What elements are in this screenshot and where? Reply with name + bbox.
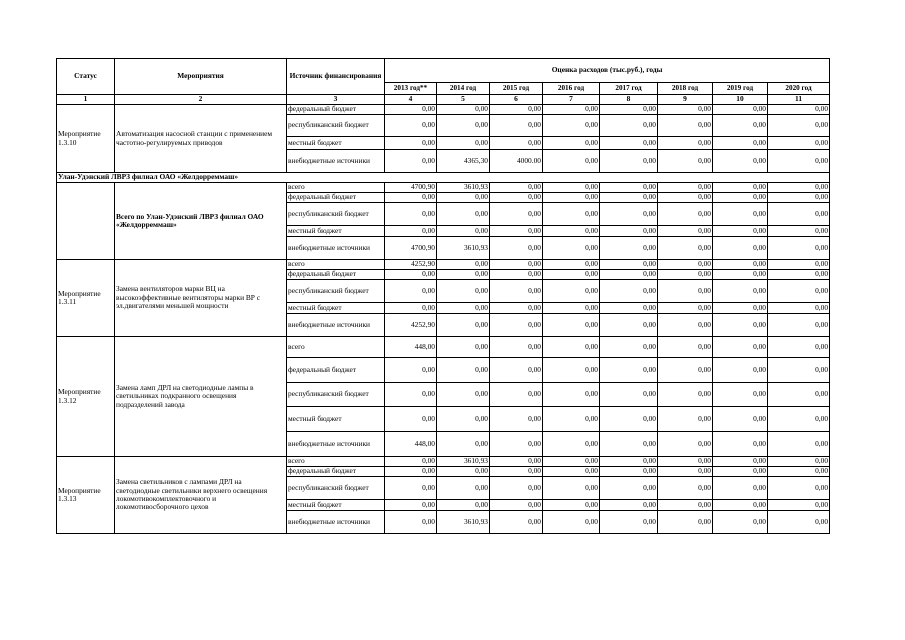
event-cell: Замена ламп ДРЛ на светодиодные лампы в светильниках подкранного освещения подразделений завода xyxy=(115,337,287,457)
organization-heading: Улан-Удэнский ЛВРЗ филиал ОАО «Желдорреммаш» xyxy=(57,173,830,183)
amount-cell: 0,00 xyxy=(600,270,658,280)
column-index: 3 xyxy=(287,95,385,105)
amount-cell: 0,00 xyxy=(713,115,768,137)
amount-cell: 0,00 xyxy=(543,407,600,432)
amount-cell: 0,00 xyxy=(543,383,600,407)
funding-source-cell: всего xyxy=(287,260,385,270)
amount-cell: 0,00 xyxy=(713,226,768,237)
amount-cell: 0,00 xyxy=(437,314,490,337)
amount-cell: 0,00 xyxy=(437,500,490,511)
amount-cell: 0,00 xyxy=(437,303,490,314)
column-index: 2 xyxy=(115,95,287,105)
amount-cell: 3610,93 xyxy=(437,511,490,534)
amount-cell: 0,00 xyxy=(713,303,768,314)
column-index: 9 xyxy=(658,95,713,105)
amount-cell: 0,00 xyxy=(600,303,658,314)
amount-cell: 0,00 xyxy=(658,358,713,383)
amount-cell: 0,00 xyxy=(437,337,490,358)
amount-cell: 0,00 xyxy=(658,457,713,467)
amount-cell: 0,00 xyxy=(713,137,768,150)
amount-cell: 448,00 xyxy=(385,432,437,457)
funding-source-cell: местный бюджет xyxy=(287,137,385,150)
table-row xyxy=(57,183,830,193)
header-year: 2020 год xyxy=(768,83,830,95)
amount-cell: 4700,90 xyxy=(385,237,437,260)
header-year: 2018 год xyxy=(658,83,713,95)
funding-source-cell: федеральный бюджет xyxy=(287,193,385,203)
amount-cell: 0,00 xyxy=(490,477,543,500)
header-event: Мероприятия xyxy=(115,59,287,95)
amount-cell: 0,00 xyxy=(768,457,830,467)
amount-cell: 0,00 xyxy=(385,203,437,226)
amount-cell: 0,00 xyxy=(437,270,490,280)
amount-cell: 0,00 xyxy=(713,358,768,383)
amount-cell: 0,00 xyxy=(437,193,490,203)
amount-cell: 0,00 xyxy=(713,383,768,407)
amount-cell: 0,00 xyxy=(490,337,543,358)
column-index: 10 xyxy=(713,95,768,105)
funding-source-cell: всего xyxy=(287,183,385,193)
amount-cell: 0,00 xyxy=(658,183,713,193)
column-index: 4 xyxy=(385,95,437,105)
amount-cell: 0,00 xyxy=(600,105,658,115)
amount-cell: 0,00 xyxy=(490,203,543,226)
amount-cell: 0,00 xyxy=(385,467,437,477)
amount-cell: 0,00 xyxy=(713,511,768,534)
funding-source-cell: местный бюджет xyxy=(287,407,385,432)
amount-cell: 0,00 xyxy=(658,115,713,137)
status-cell: Мероприятие 1.3.12 xyxy=(57,337,115,457)
amount-cell: 0,00 xyxy=(490,358,543,383)
amount-cell: 0,00 xyxy=(437,226,490,237)
amount-cell: 0,00 xyxy=(490,237,543,260)
amount-cell: 0,00 xyxy=(543,237,600,260)
amount-cell: 0,00 xyxy=(543,260,600,270)
funding-source-cell: местный бюджет xyxy=(287,303,385,314)
amount-cell: 0,00 xyxy=(658,203,713,226)
amount-cell: 0,00 xyxy=(385,150,437,173)
table-row xyxy=(57,337,830,358)
funding-source-cell: местный бюджет xyxy=(287,226,385,237)
amount-cell: 0,00 xyxy=(490,137,543,150)
amount-cell: 0,00 xyxy=(658,303,713,314)
amount-cell: 0,00 xyxy=(768,314,830,337)
amount-cell: 0,00 xyxy=(658,270,713,280)
amount-cell: 0,00 xyxy=(658,477,713,500)
event-cell: Замена вентиляторов марки ВЦ на высокоэффективные вентиляторы марки ВР с эл.двигателями меньшей мощности xyxy=(115,260,287,337)
amount-cell: 0,00 xyxy=(490,314,543,337)
funding-source-cell: федеральный бюджет xyxy=(287,105,385,115)
amount-cell: 0,00 xyxy=(768,303,830,314)
amount-cell: 0,00 xyxy=(543,183,600,193)
amount-cell: 0,00 xyxy=(658,237,713,260)
amount-cell: 0,00 xyxy=(713,183,768,193)
amount-cell: 0,00 xyxy=(658,407,713,432)
funding-source-cell: республиканский бюджет xyxy=(287,383,385,407)
funding-source-cell: внебюджетные источники xyxy=(287,432,385,457)
funding-source-cell: федеральный бюджет xyxy=(287,358,385,383)
amount-cell: 0,00 xyxy=(768,500,830,511)
amount-cell: 0,00 xyxy=(385,137,437,150)
funding-source-cell: республиканский бюджет xyxy=(287,280,385,303)
amount-cell: 0,00 xyxy=(437,383,490,407)
funding-source-cell: местный бюджет xyxy=(287,500,385,511)
amount-cell: 0,00 xyxy=(543,115,600,137)
column-index: 8 xyxy=(600,95,658,105)
amount-cell: 0,00 xyxy=(490,115,543,137)
header-year: 2019 год xyxy=(713,83,768,95)
amount-cell: 0,00 xyxy=(768,511,830,534)
funding-source-cell: внебюджетные источники xyxy=(287,314,385,337)
table-row xyxy=(57,457,830,467)
amount-cell: 0,00 xyxy=(385,280,437,303)
amount-cell: 0,00 xyxy=(600,467,658,477)
amount-cell: 0,00 xyxy=(658,500,713,511)
amount-cell: 0,00 xyxy=(658,280,713,303)
amount-cell: 0,00 xyxy=(600,203,658,226)
amount-cell: 4252,90 xyxy=(385,314,437,337)
amount-cell: 0,00 xyxy=(658,226,713,237)
amount-cell: 0,00 xyxy=(385,358,437,383)
amount-cell: 0,00 xyxy=(543,193,600,203)
amount-cell: 4000.00 xyxy=(490,150,543,173)
amount-cell: 0,00 xyxy=(490,280,543,303)
amount-cell: 0,00 xyxy=(713,193,768,203)
amount-cell: 0,00 xyxy=(600,150,658,173)
amount-cell: 0,00 xyxy=(437,260,490,270)
amount-cell: 0,00 xyxy=(600,137,658,150)
header-year: 2014 год xyxy=(437,83,490,95)
amount-cell: 0,00 xyxy=(768,237,830,260)
amount-cell: 0,00 xyxy=(600,383,658,407)
amount-cell: 0,00 xyxy=(600,432,658,457)
status-cell xyxy=(57,183,115,260)
amount-cell: 0,00 xyxy=(768,337,830,358)
status-cell: Мероприятие 1.3.10 xyxy=(57,105,115,173)
amount-cell: 0,00 xyxy=(658,150,713,173)
amount-cell: 0,00 xyxy=(768,105,830,115)
amount-cell: 0,00 xyxy=(713,432,768,457)
amount-cell: 0,00 xyxy=(490,457,543,467)
amount-cell: 0,00 xyxy=(768,467,830,477)
amount-cell: 0,00 xyxy=(658,432,713,457)
amount-cell: 0,00 xyxy=(658,193,713,203)
amount-cell: 0,00 xyxy=(713,270,768,280)
header-status: Статус xyxy=(57,59,115,95)
amount-cell: 0,00 xyxy=(543,467,600,477)
amount-cell: 0,00 xyxy=(490,303,543,314)
amount-cell: 0,00 xyxy=(768,203,830,226)
amount-cell: 0,00 xyxy=(385,115,437,137)
amount-cell: 0,00 xyxy=(437,358,490,383)
funding-source-cell: республиканский бюджет xyxy=(287,115,385,137)
amount-cell: 0,00 xyxy=(713,500,768,511)
amount-cell: 0,00 xyxy=(600,477,658,500)
amount-cell: 0,00 xyxy=(600,115,658,137)
funding-source-cell: республиканский бюджет xyxy=(287,203,385,226)
amount-cell: 0,00 xyxy=(543,432,600,457)
amount-cell: 0,00 xyxy=(385,270,437,280)
amount-cell: 0,00 xyxy=(600,457,658,467)
amount-cell: 0,00 xyxy=(543,280,600,303)
column-index: 5 xyxy=(437,95,490,105)
amount-cell: 0,00 xyxy=(768,260,830,270)
funding-source-cell: федеральный бюджет xyxy=(287,270,385,280)
amount-cell: 0,00 xyxy=(600,260,658,270)
amount-cell: 0,00 xyxy=(385,511,437,534)
amount-cell: 0,00 xyxy=(385,105,437,115)
amount-cell: 0,00 xyxy=(713,280,768,303)
amount-cell: 0,00 xyxy=(600,193,658,203)
amount-cell: 0,00 xyxy=(543,150,600,173)
amount-cell: 0,00 xyxy=(768,280,830,303)
amount-cell: 0,00 xyxy=(385,477,437,500)
amount-cell: 3610,93 xyxy=(437,237,490,260)
amount-cell: 0,00 xyxy=(543,203,600,226)
amount-cell: 0,00 xyxy=(713,337,768,358)
amount-cell: 0,00 xyxy=(543,477,600,500)
amount-cell: 0,00 xyxy=(543,303,600,314)
funding-source-cell: внебюджетные источники xyxy=(287,511,385,534)
amount-cell: 0,00 xyxy=(658,137,713,150)
amount-cell: 0,00 xyxy=(490,432,543,457)
amount-cell: 0,00 xyxy=(543,105,600,115)
amount-cell: 0,00 xyxy=(490,183,543,193)
column-index: 1 xyxy=(57,95,115,105)
table-row xyxy=(57,260,830,270)
amount-cell: 0,00 xyxy=(713,467,768,477)
amount-cell: 0,00 xyxy=(768,115,830,137)
amount-cell: 0,00 xyxy=(543,500,600,511)
amount-cell: 0,00 xyxy=(713,203,768,226)
expenditure-table xyxy=(56,58,830,534)
amount-cell: 0,00 xyxy=(768,183,830,193)
funding-source-cell: всего xyxy=(287,337,385,358)
amount-cell: 0,00 xyxy=(768,432,830,457)
funding-source-cell: республиканский бюджет xyxy=(287,477,385,500)
column-index-row xyxy=(57,95,830,105)
amount-cell: 4365,30 xyxy=(437,150,490,173)
amount-cell: 0,00 xyxy=(713,477,768,500)
amount-cell: 0,00 xyxy=(713,457,768,467)
amount-cell: 0,00 xyxy=(490,500,543,511)
column-index: 11 xyxy=(768,95,830,105)
amount-cell: 0,00 xyxy=(385,303,437,314)
amount-cell: 0,00 xyxy=(543,457,600,467)
event-cell: Замена светильников с лампами ДРЛ на светодиодные светильники верхнего освещения локомотивокомплектовочного и локомотивосборочного цехов xyxy=(115,457,287,534)
amount-cell: 0,00 xyxy=(600,280,658,303)
status-cell: Мероприятие 1.3.13 xyxy=(57,457,115,534)
amount-cell: 0,00 xyxy=(437,467,490,477)
amount-cell: 0,00 xyxy=(437,432,490,457)
amount-cell: 0,00 xyxy=(600,511,658,534)
amount-cell: 0,00 xyxy=(543,314,600,337)
header-estimate: Оценка расходов (тыс.руб.), годы xyxy=(385,59,830,83)
header-year: 2016 год xyxy=(543,83,600,95)
header-year: 2013 год** xyxy=(385,83,437,95)
amount-cell: 0,00 xyxy=(490,193,543,203)
funding-source-cell: федеральный бюджет xyxy=(287,467,385,477)
amount-cell: 0,00 xyxy=(385,407,437,432)
amount-cell: 0,00 xyxy=(385,193,437,203)
amount-cell: 0,00 xyxy=(490,383,543,407)
amount-cell: 0,00 xyxy=(658,260,713,270)
amount-cell: 0,00 xyxy=(600,500,658,511)
amount-cell: 0,00 xyxy=(437,280,490,303)
amount-cell: 0,00 xyxy=(437,203,490,226)
organization-row xyxy=(57,173,830,183)
amount-cell: 0,00 xyxy=(490,105,543,115)
funding-source-cell: всего xyxy=(287,457,385,467)
amount-cell: 0,00 xyxy=(437,477,490,500)
funding-source-cell: внебюджетные источники xyxy=(287,237,385,260)
amount-cell: 0,00 xyxy=(768,193,830,203)
amount-cell: 0,00 xyxy=(658,383,713,407)
amount-cell: 0,00 xyxy=(600,314,658,337)
amount-cell: 0,00 xyxy=(437,407,490,432)
amount-cell: 0,00 xyxy=(713,260,768,270)
amount-cell: 0,00 xyxy=(713,105,768,115)
amount-cell: 0,00 xyxy=(385,457,437,467)
amount-cell: 0,00 xyxy=(543,270,600,280)
amount-cell: 0,00 xyxy=(768,383,830,407)
amount-cell: 3610,93 xyxy=(437,457,490,467)
amount-cell: 0,00 xyxy=(768,226,830,237)
amount-cell: 0,00 xyxy=(543,358,600,383)
amount-cell: 0,00 xyxy=(658,314,713,337)
amount-cell: 0,00 xyxy=(543,511,600,534)
amount-cell: 3610,93 xyxy=(437,183,490,193)
amount-cell: 0,00 xyxy=(490,260,543,270)
amount-cell: 0,00 xyxy=(768,150,830,173)
amount-cell: 4700,90 xyxy=(385,183,437,193)
amount-cell: 0,00 xyxy=(437,115,490,137)
amount-cell: 0,00 xyxy=(658,105,713,115)
amount-cell: 0,00 xyxy=(490,511,543,534)
amount-cell: 0,00 xyxy=(658,511,713,534)
amount-cell: 0,00 xyxy=(768,477,830,500)
amount-cell: 0,00 xyxy=(385,500,437,511)
header-year: 2015 год xyxy=(490,83,543,95)
amount-cell: 0,00 xyxy=(768,358,830,383)
amount-cell: 0,00 xyxy=(768,270,830,280)
amount-cell: 0,00 xyxy=(600,358,658,383)
amount-cell: 0,00 xyxy=(490,467,543,477)
amount-cell: 0,00 xyxy=(490,270,543,280)
amount-cell: 4252,90 xyxy=(385,260,437,270)
amount-cell: 0,00 xyxy=(385,226,437,237)
table-row xyxy=(57,105,830,115)
header-year: 2017 год xyxy=(600,83,658,95)
amount-cell: 0,00 xyxy=(543,137,600,150)
amount-cell: 0,00 xyxy=(543,337,600,358)
amount-cell: 0,00 xyxy=(768,407,830,432)
amount-cell: 0,00 xyxy=(600,407,658,432)
column-index: 7 xyxy=(543,95,600,105)
header-source: Источник финансирования xyxy=(287,59,385,95)
amount-cell: 0,00 xyxy=(600,237,658,260)
funding-source-cell: внебюджетные источники xyxy=(287,150,385,173)
amount-cell: 0,00 xyxy=(490,226,543,237)
amount-cell: 0,00 xyxy=(713,314,768,337)
amount-cell: 0,00 xyxy=(543,226,600,237)
amount-cell: 0,00 xyxy=(437,105,490,115)
amount-cell: 448,00 xyxy=(385,337,437,358)
amount-cell: 0,00 xyxy=(713,150,768,173)
amount-cell: 0,00 xyxy=(658,467,713,477)
amount-cell: 0,00 xyxy=(600,183,658,193)
amount-cell: 0,00 xyxy=(768,137,830,150)
amount-cell: 0,00 xyxy=(385,383,437,407)
amount-cell: 0,00 xyxy=(437,137,490,150)
status-cell: Мероприятие 1.3.11 xyxy=(57,260,115,337)
column-index: 6 xyxy=(490,95,543,105)
amount-cell: 0,00 xyxy=(713,407,768,432)
amount-cell: 0,00 xyxy=(600,226,658,237)
event-cell: Автоматизация насосной станции с применением частотно-регулируемых приводов xyxy=(115,105,287,173)
amount-cell: 0,00 xyxy=(658,337,713,358)
amount-cell: 0,00 xyxy=(713,237,768,260)
event-cell: Всего по Улан-Удэнский ЛВРЗ филиал ОАО «Желдорреммаш» xyxy=(115,183,287,260)
amount-cell: 0,00 xyxy=(490,407,543,432)
amount-cell: 0,00 xyxy=(600,337,658,358)
